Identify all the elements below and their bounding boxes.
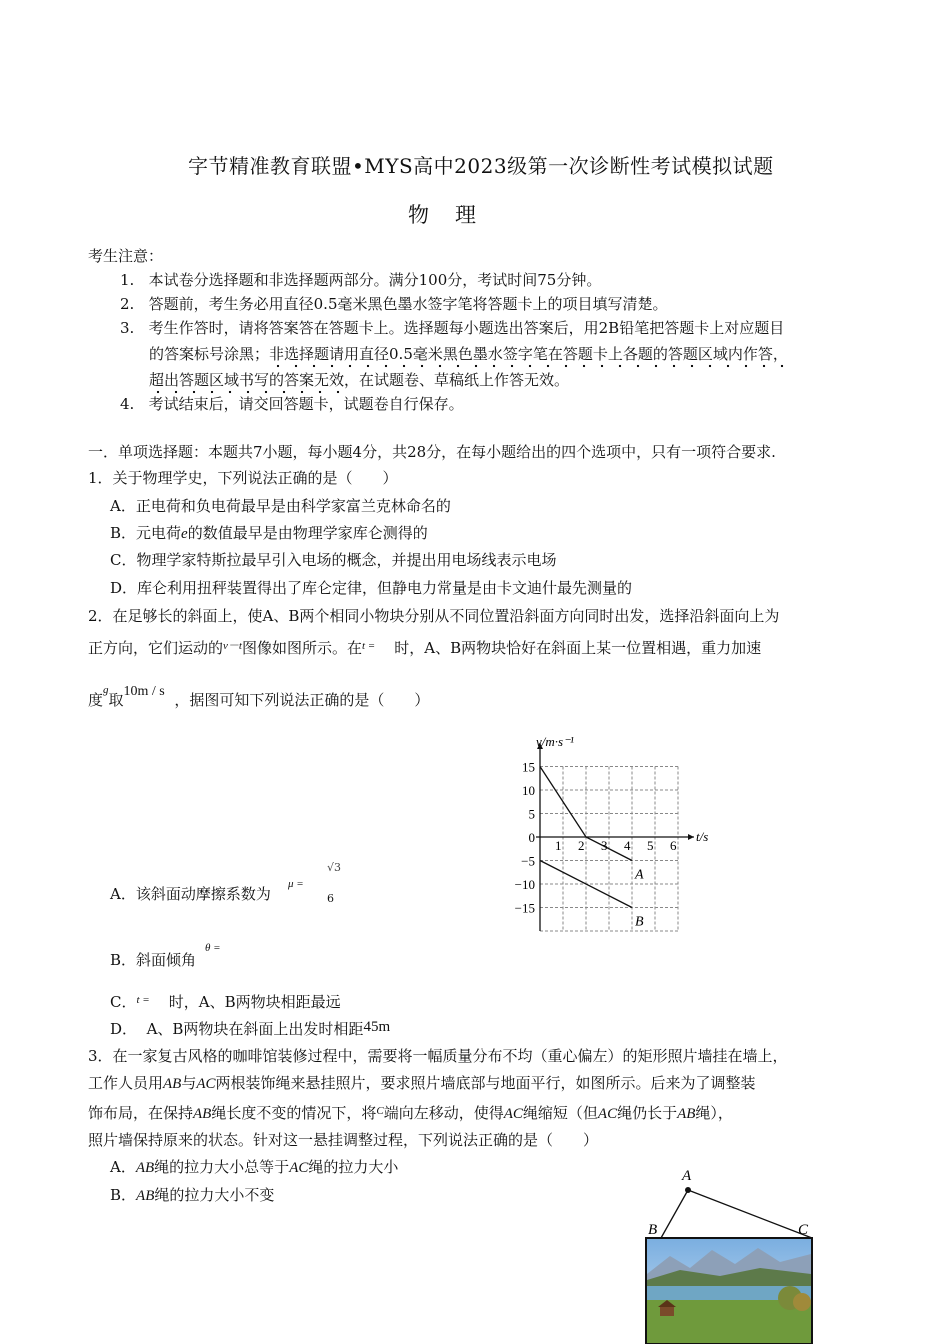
stem-text: 两根装饰绳来悬挂照片，要求照片墙底部与地面平行，如图所示。后来为了调整装 (215, 1074, 756, 1092)
symbol-ab: AB (193, 1106, 212, 1122)
x-axis-label: t/s (696, 829, 709, 844)
notice-item-3-line3 (149, 370, 569, 390)
vt-chart (500, 735, 720, 945)
option-text: 绳的拉力大小不变 (154, 1186, 275, 1204)
q2-stem-line1: 2．在足够长的斜面上，使A、B两个相同小物块分别从不同位置沿斜面方向同时出发，选择沿斜面向上为 (88, 607, 780, 625)
q2-option-c (110, 990, 341, 1012)
q2-stem-line3 (88, 680, 429, 710)
symbol-c: C (376, 1105, 384, 1117)
hanging-photo-figure (640, 1164, 840, 1344)
notice-text: ，在试题卷、草稿纸上作答无效。 (344, 371, 570, 389)
label-b: B (648, 1222, 658, 1238)
label-a: A (682, 1168, 692, 1184)
notice-num: 3. (120, 319, 135, 337)
option-text: B．元电荷 (110, 524, 182, 542)
stem-text: 工作人员用 (88, 1074, 164, 1092)
q2-option-a (110, 884, 271, 904)
rope-ab (661, 1190, 688, 1238)
stem-text: 取 (108, 691, 124, 709)
section-heading: 一．单项选择题：本题共7小题，每小题4分，共28分，在每小题给出的四个选项中，只有一项符合要求. (88, 443, 776, 461)
notice-heading: 考生注意： (88, 247, 164, 265)
q1-option-d: D．库仑利用扭秤装置得出了库仑定律，但静电力常量是由卡文迪什最先测量的 (110, 579, 633, 597)
q1-stem: 1．关于物理学史，下列说法正确的是（ ） (88, 469, 398, 487)
notice-text: 考试结束后，请交回答题卡，试题卷自行保存。 (148, 395, 464, 413)
notice-text: 本试卷分选择题和非选择题两部分。满分100分，考试时间75分钟。 (148, 271, 602, 289)
symbol-t: t = (136, 994, 150, 1006)
q1-option-b (110, 523, 428, 544)
stem-text: 绳）， (695, 1104, 733, 1122)
fraction-numerator: √3 (327, 861, 342, 874)
option-text: D． (110, 1020, 138, 1038)
notice-item-3 (120, 318, 784, 338)
x-tick-label: 5 (647, 838, 654, 853)
q3-option-a (110, 1157, 398, 1178)
x-axis-arrow (688, 834, 694, 840)
q3-option-b (110, 1185, 274, 1206)
symbol-ac: AC (196, 1076, 216, 1092)
q2-stem-line2 (88, 636, 761, 658)
exam-title: 字节精准教育联盟•MYS高中2023级第一次诊断性考试模拟试题 (188, 154, 774, 178)
option-text: 绳的拉力大小 (308, 1158, 399, 1176)
notice-item-3-line2 (149, 344, 788, 364)
option-text: 时，A、B两物块相距最远 (168, 993, 341, 1011)
symbol-mu: μ = (288, 878, 304, 890)
x-tick-label: 1 (555, 838, 562, 853)
option-text: A、B两物块在斜面上出发时相距 (146, 1020, 364, 1038)
option-text: A． (110, 1158, 136, 1176)
symbol-ac: AC (597, 1106, 618, 1122)
symbol-e: e (181, 526, 188, 542)
notice-num: 4. (120, 395, 135, 413)
symbol-g: g (103, 684, 109, 696)
value-distance: 45m (363, 1019, 391, 1035)
y-tick-label: 15 (522, 759, 535, 775)
notice-item-1 (120, 270, 601, 290)
stem-text: 正方向，它们运动的 (88, 639, 224, 657)
label-c: C (798, 1222, 809, 1238)
symbol-theta: θ = (205, 942, 221, 954)
notice-num: 2. (120, 295, 135, 313)
q3-stem-line2 (88, 1073, 756, 1094)
chart-axes (536, 743, 694, 931)
q3-stem-line1: 3．在一家复古风格的咖啡馆装修过程中，需要将一幅质量分布不均（重心偏左）的矩形照片墙挂在墙上， (88, 1047, 788, 1065)
notice-item-2 (120, 294, 667, 314)
subject-title: 物理 (408, 203, 502, 227)
notice-emphasis: 超出答题区域书写的答案无效 (149, 371, 344, 395)
symbol-ab: AB (677, 1106, 696, 1122)
stem-text: 与 (181, 1074, 197, 1092)
notice-item-4 (120, 394, 464, 414)
option-text: A．该斜面动摩擦系数为 (110, 885, 271, 903)
q3-stem-line4: 照片墙保持原来的状态。针对这一悬挂调整过程，下列说法正确的是（ ） (88, 1131, 599, 1149)
q2-option-b: B．斜面倾角 (110, 951, 197, 969)
notice-text: 答题前，考生务必用直径0.5毫米黑色墨水签字笔将答题卡上的项目填写清楚。 (148, 295, 668, 313)
value-gravity: 10m / s (123, 684, 165, 699)
notice-text: 考生作答时，请将答案答在答题卡上。选择题每小题选出答案后，用2B铅笔把答题卡上对应题目 (148, 319, 785, 337)
x-tick-label: 4 (624, 838, 631, 853)
stem-text: 图像如图所示。在 (241, 639, 362, 657)
notice-num: 1. (120, 271, 135, 289)
photo-frame (646, 1238, 812, 1344)
y-tick-label: −10 (514, 877, 535, 892)
stem-text: 绳长度不变的情况下，将 (211, 1104, 377, 1122)
notice-text: 的答案标号涂黑； (149, 345, 270, 363)
y-tick-label: 0 (528, 830, 535, 845)
symbol-ab: AB (163, 1076, 182, 1092)
rope-ac (688, 1190, 812, 1238)
stem-text: 饰布局，在保持 (88, 1104, 194, 1122)
series-label-a: A (635, 867, 644, 883)
x-tick-label: 3 (601, 838, 608, 853)
option-text: B． (110, 1186, 137, 1204)
option-text: C． (110, 993, 137, 1011)
y-tick-label: 10 (522, 783, 535, 798)
y-axis-label: v/m·s⁻¹ (536, 734, 574, 749)
nail-a (685, 1187, 691, 1193)
symbol-ab: AB (135, 1160, 155, 1176)
x-tick-label: 2 (578, 838, 585, 853)
option-text: 绳的拉力大小总等于 (154, 1158, 290, 1176)
q3-stem-line3 (88, 1101, 733, 1124)
symbol-ab: AB (136, 1188, 155, 1204)
y-tick-label: 5 (528, 806, 535, 822)
symbol-t: t = (361, 640, 376, 652)
symbol-vt: v－t (223, 640, 242, 652)
y-tick-label: −5 (521, 853, 535, 869)
stem-text: 绳仍长于 (617, 1104, 678, 1122)
option-text: 的数值最早是由物理学家库仑测得的 (187, 524, 428, 542)
stem-text: ，据图可知下列说法正确的是（ ） (174, 691, 430, 709)
stem-text: 绳缩短（但 (522, 1104, 598, 1122)
q1-option-a: A．正电荷和负电荷最早是由科学家富兰克林命名的 (110, 497, 451, 515)
series-label-b: B (635, 914, 644, 930)
symbol-ac: AC (503, 1106, 523, 1122)
symbol-ac: AC (289, 1160, 309, 1176)
stem-text: 时，A、B两物块恰好在斜面上某一位置相遇，重力加速 (394, 639, 762, 657)
x-tick-label: 6 (670, 838, 677, 853)
chart-labels (515, 734, 709, 930)
q2-option-d (110, 1017, 390, 1039)
q1-option-c: C．物理学家特斯拉最早引入电场的概念，并提出用电场线表示电场 (110, 551, 557, 569)
stem-text: 端向左移动，使得 (383, 1104, 504, 1122)
notice-emphasis: 非选择题请用直径0.5毫米黑色墨水签字笔在答题卡上各题的答题区域内作答， (269, 345, 788, 369)
fraction-denominator: 6 (327, 892, 334, 905)
stem-text: 度 (88, 691, 104, 709)
y-tick-label: −15 (514, 900, 535, 916)
